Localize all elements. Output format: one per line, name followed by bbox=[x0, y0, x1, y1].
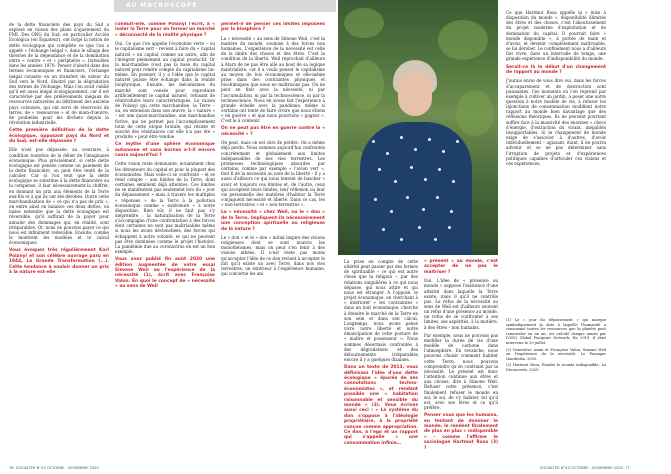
paragraph: J'aurais envie de vous dire oui, mais les forces d'accaparement et de destruction sont puissantes. Ces moments où l'on reprend par exemple à cultiver un jardin, à poser une autre question à notre modèle de vie, à refuser les injonctions de consommation modifient notre rapport au monde bien davantage que des réflexions théoriques. Ils ne peuvent pourtant suffire face à la massivité des énormes « chocs d'énergie, d'extraction du vivant, inégalités insupportables. Si le changement de monde exige de s'associer à d'autres, d'avoir individuellement – agissant, étant, il ne pourra advenir et se ne pas déterminer sans l'irruption de projets et d'expériences politiques capables d'articuler ces visions et ces expériences. bbox=[506, 78, 606, 166]
folio-left bbox=[9, 466, 99, 470]
column-2 bbox=[115, 22, 215, 462]
section-header: AU MACROSCOPE bbox=[114, 0, 336, 12]
column-4 bbox=[344, 259, 418, 464]
question: On ne peut pas être en guerre contre la « nécessité » ? bbox=[221, 126, 325, 137]
question: Dans un texte de 2013, vous définissez l'idée d'une dette écologique « épurée de ses connotations techno-économistes », et rendant possible une « habitation raisonnable et sensible du monde » (3). Vous écrivez aussi ceci : « Le système du don s'oppose à l'idéologie propriétaire, à la propriété conçue comme appropriation. Ce don, à l'ego et un rapport qui s'appelle « une consommation infinie… bbox=[344, 365, 418, 446]
question: Serait-ce là le début d'un changement de rapport au monde ? bbox=[506, 64, 606, 75]
paragraph: Par exemple, nous ne pouvons pas modifier la durée de vie d'une modèle de carbone dans l'atmosphère. En revanche, nous pouvons choisir comment habiter cette Terre, nous pouvons comprendre qu'on contraint par la nécessité. Le présent est donc l'attention continue aux êtres et aux choses, dire à Simone Weil. Refuser cette présence, c'est finalement refuser le monde en soi, le soi, de s'y habiter, tel qu'il est, avec ses êtres et ce qu'il préfère. bbox=[424, 332, 498, 410]
question: Ce mythe d'une sphère économique autonome et sans bornes a-t-il encore cours aujourd'hui ? bbox=[115, 142, 215, 158]
question-continued: permet-il de penser ces limites imposées par la biosphère ? bbox=[221, 22, 325, 33]
column-1 bbox=[9, 22, 109, 462]
footnote: (2) Geneviève Azam et Françoise Valon, Simone Weil ou l'expérience de la nécessité, Le Passager clandestin, 2020. bbox=[506, 347, 606, 361]
paragraph: Oui. L'idée de « présence au monde » suppose l'existence d'une altérité dans laquelle la Terre existe, mais il qu'il ne contrôle pas. Le refus de la nécessité au sens de Weil est d'ailleurs souvent un refus d'une présence au monde, un refus de se confronter à ses limites, ses aspérités, à la matière, à des êtres – non humains. bbox=[424, 278, 498, 330]
question: Vous évoquez très régulièrement Karl Polanyi et son célèbre ouvrage paru en 1944, La Grande Transformation (...). Cette tendance à vouloir donner un prix à la nature est-elle bbox=[9, 248, 109, 275]
question-continued: « présent » au monde, c'est accepter de ne pas le maîtriser ? bbox=[424, 259, 498, 275]
footnote: (3) Hartmut Rosa, Rendre le monde indisponible, La Découverte, 2020. bbox=[506, 363, 606, 372]
paragraph: Oui. Ce que l'on appelle l'économie verte – ou le capitalisme vert – revient à faire du « capital naturel » un capital comme un autre, afin de l'intégrer pleinement au capital productif. Or la marchandise n'est pas la base du capital naturel pour rendre compte du capitalisme lui-même. En premier, il y a l'idée que le capital naturel puisse être échangé dans la réalité biophysique. Ensuite, les mécanismes du marché sont censés pour reproduire artificiellement le capital naturel, refusant de réintroduire leurs caractéristiques. Le raison de Polanyi qui cette marchandise, la Terre – ou, en extension dans son œuvre, la « nature » – est une quasi-marchandise, une marchandise fictive, qui ne permet pas l'accomplissement total de cette utopie brutale, qui résiste et suscite des résistances car elle n'a pas été « produite » pour être vendue. bbox=[115, 41, 215, 140]
paragraph: On peut, mais on est sûrs de perdre. On a même déjà perdu. Nous sommes aujourd'hui confrontés concrètement et globalement aux limites indépassables de nos vies terrestres. Les promesses technologiques absurdes par certains, comme par exemple « l'avion vert », font fi de la nécessité au nom de la liberté – il y a aussi d'ailleurs ce qui nous tentent de bascher « avoir et toujours ces limites et, de l'autre, ceux qui acceptent leurs limites, leur réflexion ou leur vie personnelle des matières d'habiter la Terre conjuguent nécessité et liberté. Dans ce cas, les « non-terrestres » et « non-terrestres ». bbox=[221, 140, 325, 208]
paragraph: La prise en compte de cette altérité peut passer par des formes de spiritualité – ce qui est autre chose que la religion –, par des relations singulières à ce qui nous dépasse, qui nous attire et qui nous est étranger. À l'opposé, le projet économique, en cherchant à « intériorer » les contraintes « dans un tout économique, cherche à étendre le marché de la Terre en son sein et dans son calcul. Longtemps, nous avons pensé vivre notre liberté et notre émancipation de cette posture de « maître et possesseur ». Nous sommes désormais confrontés à des dégradations et des détournements irréparables encore il y a quelques dizaines. bbox=[344, 259, 418, 362]
question: Penser vous que les humains, en tentant de dominer le monde, le rendent finalement de plus en plus « indisponible » – comme l'affirme le sociologue Hartmut Rosa (3) ? bbox=[424, 413, 498, 451]
page-number: 77 bbox=[625, 466, 630, 470]
paragraph: Ce que Hartmut Rosa appelle la « mise à disposition du monde », disponibilité illimitée des êtres et des choses, c'est l'aboutissement du projet moderne d'exploitation et de domination du capital. Il pourrait faire « monde disponible », à portée de main et d'avoir, et devenir complètement maîtrisable, se lui dérober. Le confinement nous a d'ailleurs fait vivre, dans un intervalle de temps, une grande expérience d'indisponibilité du monde. bbox=[506, 10, 606, 62]
column-3 bbox=[221, 22, 325, 462]
face bbox=[398, 72, 432, 116]
portrait-photo bbox=[338, 0, 498, 255]
question-continued: conduit-elle, comme Polanyi l'écrit, à « isoler la Terre pour en former un marché » déconnecté de la réalité physique ? bbox=[115, 22, 215, 38]
paragraph: de la dette financière des pays du Sud a explosé en raison des plans d'ajustement du FMI. Des ONG du Sud, en particulier Acción Ecológica (en Équateur), ont forgé la notion de dette écologique qui complète ce que l'on a appelé « l'échange inégal », dans le sillage des théories de la dépendance et de la domination entre « centre » et « périphérie », formulées dans les années 1970. Penser d'abord dans des termes économiques et financiers, l'échange inégal consiste en un transfert de valeur du Sud vers le Nord, illustré par la dégradation des termes de l'échange. Mais l'on avait oublié qu'il est aussi inégal écologiquement, car il est caractérisé par des prélèvements inégaux de ressources naturelles au détriment des anciens pays colonisés, qui ont servi de réservoirs de terres, de « ressources » et de main-d'œuvre, de poubelles pour les déchets depuis la révolution industrielle. bbox=[9, 22, 109, 125]
column-6 bbox=[506, 10, 606, 310]
column-5 bbox=[424, 259, 498, 464]
issue-label: SOCIALTER N°43 OCTOBRE - NOVEMBRE 2020 bbox=[540, 466, 623, 470]
polka-dot-shirt bbox=[360, 122, 472, 255]
footnotes bbox=[506, 318, 606, 462]
question: Vous avez publié fin août 2020 une édition augmentée de votre essai Simone Weil ou l'expérience de la nécessité (1), écrit avec Françoise Valon. En quoi le concept de « nécessité » au sens de Weil bbox=[115, 257, 215, 290]
footnote: (1) Le « jour du dépassement » qui marque symboliquement la date à laquelle l'humanité a consommé toutes les ressources que la planète peut renouveler en un an, est calculé chaque année par l'ONG Global Footprint Network. En 2019, il était intervenu le 29 juillet. bbox=[506, 318, 606, 345]
folio-right bbox=[540, 466, 630, 470]
paragraph: La « nécessité » au sens de Simone Weil, c'est la matière du monde, soumise à des forces non humaines. L'expérience de la nécessité est celle de la limite des choses et des êtres. C'est la condition de la liberté. Weil reprochait d'ailleurs à Marx de ne pas être allé au bout de sa logique matérialiste, car il a voulu penser le capitalisme au moyen de lois économiques et elle-même prise dans des contraintes physiques et biochimiques que nous ne maîtrisons pas. On ne peut en finir avec la nécessité, ni par l'accumulation, ni par la technoscience, ni par la technoscience. Nous en avons fait l'expérience à grande échelle avec la pandémie, même si certains ont tenté de faire croire que nous étions « en guerre » et que nous pourrions « gagner ». C'est le à contenir. bbox=[221, 35, 325, 124]
question: Cette première définition de la dette écologique, opposant pays du Nord et du Sud, est-elle dépassée ? bbox=[9, 128, 109, 144]
paragraph: Le « don » et le « don » initial inspire des visions religieuses dont se sont nourris les monothéismes, mais on peut s'en tenir à des visions athées. Il n'est reste pas moins qu'accepter l'idée de ce don revient à accepter le fait qu'il existe un avec Terre, dans nos vies terrestres, un extérieur à l'expérience humaine, qui concerne les ani bbox=[221, 234, 325, 277]
issue-label: SOCIALTER N°43 OCTOBRE - NOVEMBRE 2020 bbox=[15, 466, 99, 470]
paragraph: Cette vision reste dominante, notamment chez les détenteurs du capital et pour la plupart des économistes. Mais celle-ci se confronte – et se rend compte – aux limites de la Terre, dont certaines semblent déjà atteintes. Ces limites ne se manifestent pas seulement lors du « jour du dépassement » mais à travers les multiples « réponses » de la Terre à la pollution économique comme « extérieure » à notre disposition. Bien sûr, il ne faut pas s'y méprendre : la naturalisation de la Terre s'accompagne d'une confrontation à des forces dont certaines ne sont pas maîtrisables même si nous les avons déclenchées, des forces qui échappent à notre volonté, et qui ne peuvent pas être dominées comme le projet l'histoire. La pandémie due au coronavirus en est un bon exemple. bbox=[115, 161, 215, 255]
paragraph: Elle n'est pas dépassée, au contraire, à condition toutefois de la délier de l'imaginaire économique. Plus précisément, si cette dette écologique est pensée comme un paiement de la dette financière, on peut être tenté de la calculer. Car si l'on veut que la dette écologique se substitue à la dette financière ou la compense, il faut nécessairement la chiffrer, en donnant un prix aux éléments de la Terre eux-fils et à qui ils ont été dérobés. Outre cette marchandisation de « ce qui n'a pas de prix », on entre ainsi en balance ces deux dettes, on laisse entendre que la dette écologique est réversible, qu'il suffirait de la payer pour annuler des dommages qui, en réalité, sont irréparables. Or, nous ne pouvons payer ce qui nous est infiniment redevable. Ensuite, comme le montrent les modèles et le calcul économiques. bbox=[9, 147, 109, 246]
page-number: 76 bbox=[9, 466, 14, 470]
question: La « nécessité » chez Weil, ou le « don » de la Terre, impliquent-ils nécessairement une conception spirituelle ou religieuse de la nature ? bbox=[221, 210, 325, 232]
